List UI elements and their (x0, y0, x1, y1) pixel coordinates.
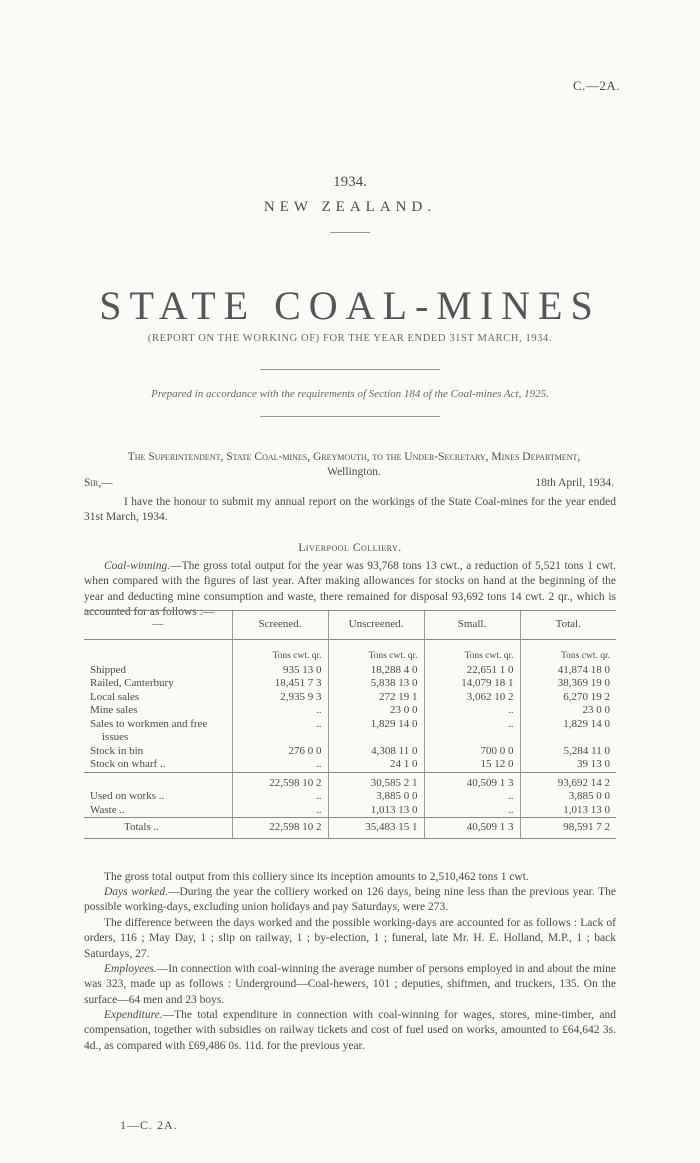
table-cell: 98,591 7 2 (520, 818, 616, 839)
table-cell: .. (232, 790, 328, 804)
table-cell: 30,585 2 1 (328, 772, 424, 790)
table-cell (232, 731, 328, 745)
report-year: 1934. (333, 174, 367, 190)
table-cell: 700 0 0 (424, 745, 520, 759)
table-cell: 40,509 1 3 (424, 772, 520, 790)
row-label: Local sales (90, 690, 140, 703)
table-cell: 39 13 0 (520, 758, 616, 772)
row-label: Sales to workmen and free (90, 717, 208, 730)
table-header-row (84, 611, 616, 640)
table-cell: 276 0 0 (232, 745, 328, 759)
paragraph-label: Days worked. (104, 886, 168, 898)
table-cell: 23 0 0 (520, 704, 616, 718)
row-label: Railed, Canterbury (90, 677, 174, 689)
table-cell: 935 13 0 (232, 664, 328, 678)
expenditure-paragraph (84, 1008, 616, 1054)
paragraph-text: —The total expenditure in connection with coal-winning for wages, stores, mine-timber, and compensation, together with subsidies on railway tickets and cost of fuel used on works, amounted to £64,642 3s. 4d., as compared with £69,486 0s. 11d. for the previous year. (84, 1009, 616, 1052)
table-row (84, 691, 616, 705)
table-cell: .. (232, 704, 328, 718)
disposal-table (84, 610, 616, 839)
address-line: The Superintendent, State Coal-mines, Greymouth, to the Under-Secretary, Mines Department, (127, 451, 581, 463)
column-header: Screened. (232, 611, 328, 640)
column-header: Small. (424, 611, 520, 640)
table-cell: 35,483 15 1 (328, 818, 424, 839)
difference-paragraph: The difference between the days worked and the possible working-days are accounted for as follows : Lack of orders, 116 ; May Day, 1 ; slip on railway, 1 ; by-election, 1 ; funeral, late Mr. H. E. Holland, M.P., 1 ; back Saturdays, 27. (84, 917, 616, 960)
units-row (84, 640, 616, 664)
table-cell: 14,079 18 1 (424, 677, 520, 691)
table-cell: .. (424, 804, 520, 818)
table-cell: 1,013 13 0 (328, 804, 424, 818)
table-body (84, 664, 616, 773)
table-cell: 3,062 10 2 (424, 691, 520, 705)
table-row (84, 804, 616, 818)
table-row (84, 664, 616, 678)
salutation: Sir,— (84, 477, 113, 489)
table-cell: 1,829 14 0 (520, 718, 616, 732)
table-cell: .. (232, 758, 328, 772)
table-row (84, 790, 616, 804)
row-label: Used on works .. (90, 790, 165, 802)
units-label: Tons cwt. qr. (520, 640, 616, 664)
address-line: Wellington. (327, 466, 381, 478)
table-cell: 18,451 7 3 (232, 677, 328, 691)
table-row (84, 718, 616, 732)
section-heading: Liverpool Colliery. (298, 542, 402, 554)
country-heading: NEW ZEALAND. (263, 199, 437, 215)
column-header: Total. (520, 611, 616, 640)
column-header: — (84, 611, 232, 640)
table-cell: 24 1 0 (328, 758, 424, 772)
units-label: Tons cwt. qr. (232, 640, 328, 664)
row-label: Stock on wharf .. (90, 758, 166, 770)
table-cell: 41,874 18 0 (520, 664, 616, 678)
employees-paragraph (84, 962, 616, 1008)
intro-paragraph: I have the honour to submit my annual report on the workings of the State Coal-mines for the year ended 31st March, 1934. (84, 496, 616, 524)
units-label: Tons cwt. qr. (424, 640, 520, 664)
short-divider (330, 232, 370, 233)
paragraph-label: Expenditure. (104, 1009, 163, 1021)
table-cell: .. (424, 790, 520, 804)
table-cell: 272 19 1 (328, 691, 424, 705)
paragraph-text: —The gross total output for the year was 93,768 tons 13 cwt., a reduction of 5,521 tons 1 cwt. when compared with the figures of last year. After making allowances for stocks on hand at the beginning of the year and deducting mine consumption and waste, there remained for disposal 93,692 tons 14 cwt. 2 qr., which is accounted for as follows :— (84, 560, 616, 618)
divider (260, 369, 440, 370)
table-row (84, 731, 616, 745)
document-reference: C.—2A. (572, 78, 620, 93)
paragraph-text: —During the year the colliery worked on 126 days, being nine less than the previous year. The possible working-days, excluding union holidays and pay Saturdays, were 273. (84, 886, 616, 914)
paragraph-label: Coal-winning. (104, 560, 171, 572)
column-header: Unscreened. (328, 611, 424, 640)
table-cell: .. (424, 704, 520, 718)
table-cell: 4,308 11 0 (328, 745, 424, 759)
table-row (84, 704, 616, 718)
letter-address (84, 450, 624, 480)
table-cell: 23 0 0 (328, 704, 424, 718)
letter-date: 18th April, 1934. (535, 477, 614, 489)
table-cell: 93,692 14 2 (520, 772, 616, 790)
table-cell: 1,829 14 0 (328, 718, 424, 732)
table-cell (520, 731, 616, 745)
table-cell: 18,288 4 0 (328, 664, 424, 678)
table-row (84, 745, 616, 759)
report-subtitle: (REPORT ON THE WORKING OF) FOR THE YEAR ENDED 31ST MARCH, 1934. (147, 333, 553, 344)
row-label: Mine sales (90, 704, 138, 716)
table-cell: 22,598 10 2 (232, 818, 328, 839)
paragraph-text: —In connection with coal-winning the average number of persons employed in and about the mine was 323, made up as follows : Underground—Coal-hewers, 101 ; deputies, shiftmen, and truckers, 135. On the surface—64 men and 23 boys. (84, 963, 616, 1006)
table-cell: 3,885 0 0 (520, 790, 616, 804)
row-label: Shipped (90, 663, 127, 676)
table-cell (424, 731, 520, 745)
table-cell: 40,509 1 3 (424, 818, 520, 839)
table-cell: 15 12 0 (424, 758, 520, 772)
table-cell (328, 731, 424, 745)
statutory-note: Prepared in accordance with the requirements of Section 184 of the Coal-mines Act, 1925. (151, 388, 549, 400)
divider (260, 416, 440, 417)
table-body (84, 790, 616, 818)
row-label: issues (102, 731, 129, 743)
subtotal-row (84, 772, 616, 790)
report-title: STATE COAL-MINES (99, 283, 601, 328)
table-cell: 5,284 11 0 (520, 745, 616, 759)
row-label: Totals .. (84, 818, 232, 839)
table-cell: 5,838 13 0 (328, 677, 424, 691)
paragraph-label: Employees. (104, 963, 157, 975)
table-cell: 38,369 19 0 (520, 677, 616, 691)
table-cell: 22,598 10 2 (232, 772, 328, 790)
days-worked-paragraph (84, 885, 616, 916)
table-cell: .. (232, 804, 328, 818)
table-row (84, 677, 616, 691)
totals-row (84, 818, 616, 839)
table-cell: 2,935 9 3 (232, 691, 328, 705)
units-label: Tons cwt. qr. (328, 640, 424, 664)
table-cell: 1,013 13 0 (520, 804, 616, 818)
row-label: Stock in bin (90, 744, 144, 757)
table-cell: .. (424, 718, 520, 732)
table-cell: 6,270 19 2 (520, 691, 616, 705)
table-cell: 3,885 0 0 (328, 790, 424, 804)
page-footer: 1—C. 2A. (120, 1118, 178, 1132)
row-label: Waste .. (90, 803, 125, 816)
gross-output-paragraph: The gross total output from this colliery since its inception amounts to 2,510,462 tons 1 cwt. (104, 871, 529, 883)
table-cell: .. (232, 718, 328, 732)
table-cell: 22,651 1 0 (424, 664, 520, 678)
table-row (84, 758, 616, 772)
